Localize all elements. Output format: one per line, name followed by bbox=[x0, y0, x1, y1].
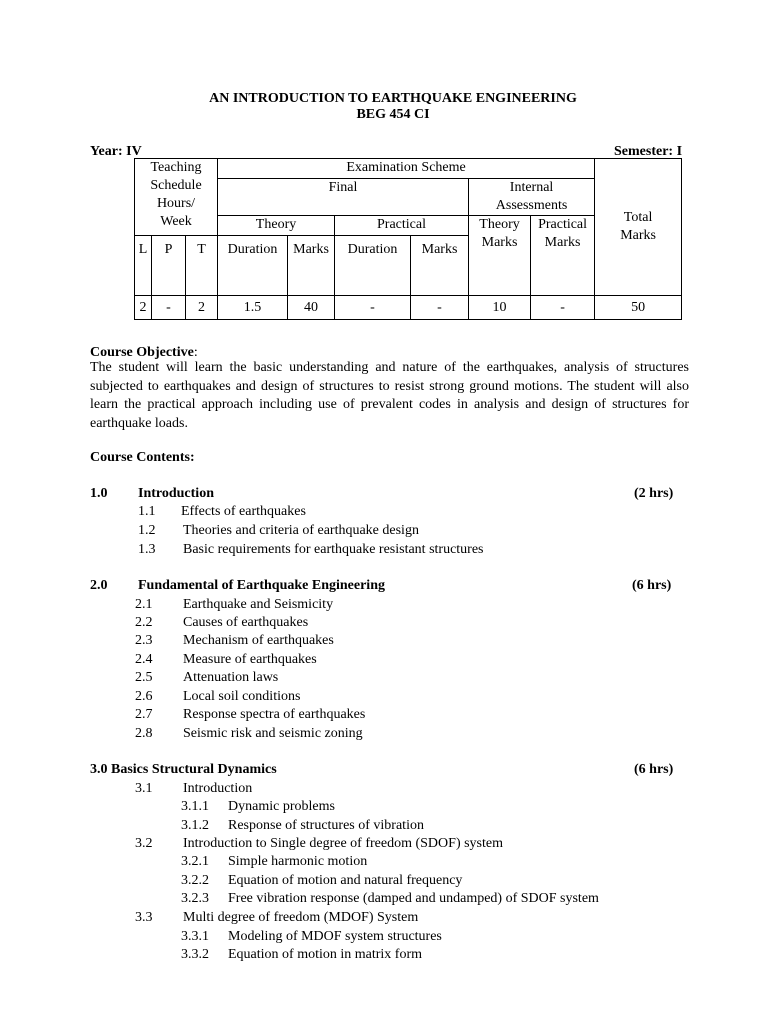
theory-header: Theory bbox=[218, 216, 335, 236]
course-contents-heading: Course Contents: bbox=[90, 450, 195, 465]
list-item: Response spectra of earthquakes bbox=[183, 707, 366, 722]
list-item: Basic requirements for earthquake resistant structures bbox=[183, 542, 484, 557]
semester-label: Semester: I bbox=[614, 144, 683, 159]
l-header: L bbox=[135, 236, 152, 296]
section-2-number: 2.0 bbox=[90, 578, 108, 593]
section-3-title: 3.0 Basics Structural Dynamics bbox=[90, 762, 277, 777]
list-item: Mechanism of earthquakes bbox=[183, 633, 334, 648]
value-t: 2 bbox=[186, 296, 218, 320]
value-l: 2 bbox=[135, 296, 152, 320]
value-practical-duration: - bbox=[335, 296, 411, 320]
list-item-number: 2.6 bbox=[135, 689, 153, 704]
list-item-number: 1.1 bbox=[138, 504, 156, 519]
list-item-number: 2.8 bbox=[135, 726, 153, 741]
value-internal-practical: - bbox=[531, 296, 595, 320]
list-item-number: 2.4 bbox=[135, 652, 153, 667]
list-item: Dynamic problems bbox=[228, 799, 335, 814]
list-item: Free vibration response (damped and undamped) of SDOF system bbox=[228, 891, 599, 906]
list-item-number: 3.2.2 bbox=[181, 873, 209, 888]
list-item-number: 2.5 bbox=[135, 670, 153, 685]
list-item-number: 3.3.1 bbox=[181, 929, 209, 944]
section-1-number: 1.0 bbox=[90, 486, 108, 501]
section-2-hours: (6 hrs) bbox=[632, 578, 672, 593]
practical-marks-header: Marks bbox=[411, 236, 469, 296]
list-item: Modeling of MDOF system structures bbox=[228, 929, 442, 944]
internal-practical-marks-header: Practical Marks bbox=[531, 216, 595, 296]
t-header: T bbox=[186, 236, 218, 296]
list-item: Theories and criteria of earthquake design bbox=[183, 523, 419, 538]
section-1-title: Introduction bbox=[138, 486, 214, 501]
list-item: Equation of motion and natural frequency bbox=[228, 873, 463, 888]
list-item: Seismic risk and seismic zoning bbox=[183, 726, 363, 741]
list-item: Attenuation laws bbox=[183, 670, 279, 685]
value-theory-duration: 1.5 bbox=[218, 296, 288, 320]
internal-theory-marks-header: Theory Marks bbox=[469, 216, 531, 296]
examination-scheme-table bbox=[134, 158, 682, 320]
list-item-number: 2.7 bbox=[135, 707, 153, 722]
list-item-number: 3.1 bbox=[135, 781, 153, 796]
examination-scheme-header: Examination Scheme bbox=[218, 159, 595, 179]
value-p: - bbox=[152, 296, 186, 320]
teaching-schedule-header: Teaching Schedule Hours/ Week bbox=[135, 159, 218, 236]
course-objective-text: The student will learn the basic understanding and nature of the earthquakes, analysis of structures subjected to earthquakes and design of structures to resist strong ground motions. The student will also learn the practical approach including use of prevalent codes in analysis and design of structures for earthquake loads. bbox=[90, 360, 689, 431]
value-theory-marks: 40 bbox=[288, 296, 335, 320]
list-item-number: 3.1.1 bbox=[181, 799, 209, 814]
theory-duration-header: Duration bbox=[218, 236, 288, 296]
section-1-hours: (2 hrs) bbox=[634, 486, 674, 501]
total-marks-header: Total Marks bbox=[595, 159, 682, 296]
list-item: Introduction to Single degree of freedom (SDOF) system bbox=[183, 836, 503, 851]
list-item-number: 2.2 bbox=[135, 615, 153, 630]
list-item-number: 3.2 bbox=[135, 836, 153, 851]
list-item: Earthquake and Seismicity bbox=[183, 597, 334, 612]
list-item: Causes of earthquakes bbox=[183, 615, 309, 630]
list-item: Simple harmonic motion bbox=[228, 854, 368, 869]
list-item-number: 2.3 bbox=[135, 633, 153, 648]
practical-header: Practical bbox=[335, 216, 469, 236]
list-item: Multi degree of freedom (MDOF) System bbox=[183, 910, 419, 925]
list-item: Effects of earthquakes bbox=[181, 504, 306, 519]
value-internal-theory: 10 bbox=[469, 296, 531, 320]
list-item-number: 3.3 bbox=[135, 910, 153, 925]
theory-marks-header: Marks bbox=[288, 236, 335, 296]
value-practical-marks: - bbox=[411, 296, 469, 320]
course-objective-heading: Course Objective: bbox=[90, 345, 198, 360]
course-code: BEG 454 CI bbox=[356, 107, 430, 122]
practical-duration-header: Duration bbox=[335, 236, 411, 296]
list-item-number: 3.1.2 bbox=[181, 818, 209, 833]
list-item-number: 3.2.1 bbox=[181, 854, 209, 869]
list-item: Response of structures of vibration bbox=[228, 818, 424, 833]
list-item: Equation of motion in matrix form bbox=[228, 947, 423, 962]
page-title: AN INTRODUCTION TO EARTHQUAKE ENGINEERING bbox=[209, 91, 577, 106]
list-item-number: 1.3 bbox=[138, 542, 156, 557]
list-item-number: 2.1 bbox=[135, 597, 153, 612]
list-item: Measure of earthquakes bbox=[183, 652, 317, 667]
year-label: Year: IV bbox=[90, 144, 142, 159]
section-2-title: Fundamental of Earthquake Engineering bbox=[138, 578, 385, 593]
value-total: 50 bbox=[595, 296, 682, 320]
list-item: Local soil conditions bbox=[183, 689, 301, 704]
list-item-number: 3.3.2 bbox=[181, 947, 209, 962]
list-item-number: 1.2 bbox=[138, 523, 156, 538]
p-header: P bbox=[152, 236, 186, 296]
list-item: Introduction bbox=[183, 781, 253, 796]
section-3-hours: (6 hrs) bbox=[634, 762, 674, 777]
list-item-number: 3.2.3 bbox=[181, 891, 209, 906]
internal-assessments-header: Internal Assessments bbox=[469, 179, 595, 216]
final-header: Final bbox=[218, 179, 469, 216]
